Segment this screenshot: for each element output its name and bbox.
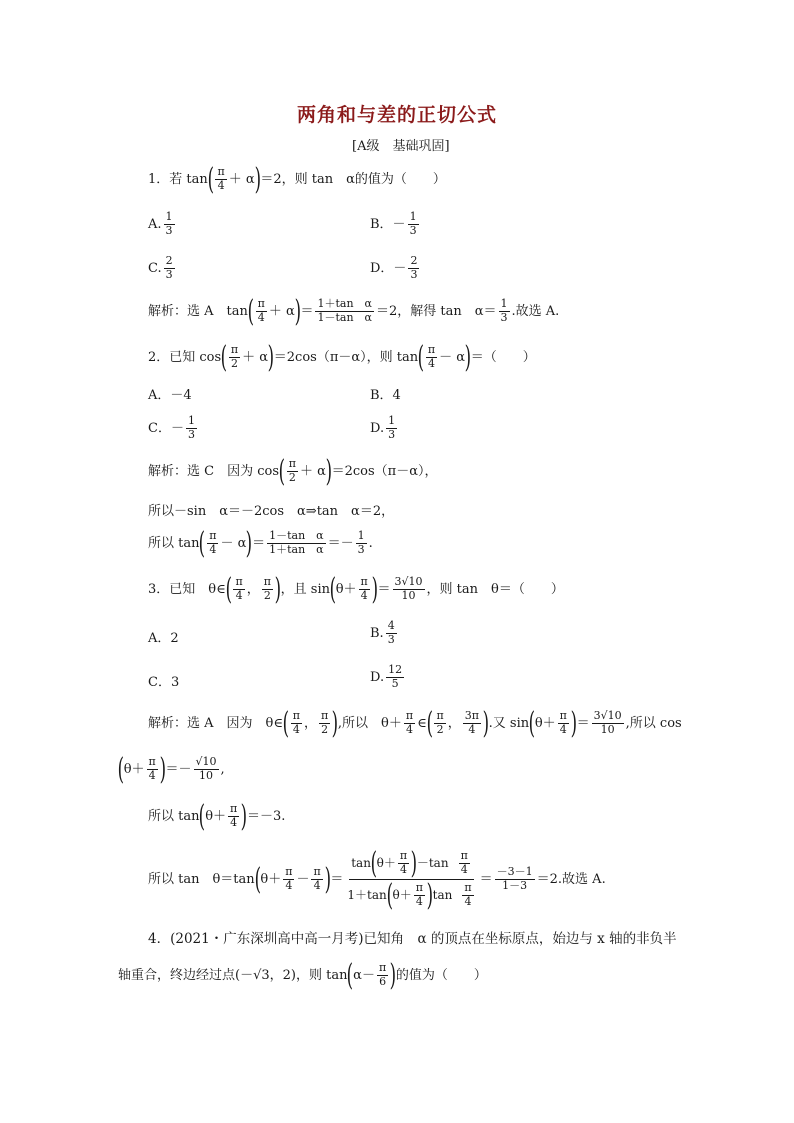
q3-solution-2: ( θ＋ $\frac{\pi}{4}$ ) ＝－ $\frac{√10}{10}$ , [117,752,225,787]
q3-option-c: C．3 [148,675,180,690]
paren-left: ( [207,162,214,197]
paren-right: ) [254,162,261,197]
q2-solution-2: 所以－sin α＝－2cos α⇒tan α＝2， [148,504,395,519]
q3-option-d: D. $\frac{12}{5}$ [370,663,403,690]
q1-pre: 1．若 tan [148,172,208,187]
q3-option-a: A．2 [148,631,179,646]
q1-option-c: C. $\frac{2}{3}$ [148,254,173,281]
q3-solution-3: 所以 tan ( θ＋ $\frac{\pi}{4}$ ) ＝－3. [148,799,286,834]
page-title: 两角和与差的正切公式 [296,104,497,126]
q3-big-fraction: tan ( θ＋ $\frac{\pi}{4}$ ) －tan $\frac{\pi}{4}$ 1＋tan ( θ＋ $\frac{\pi}{4}$ ) tan $\frac{\pi}{4}$ [345,850,477,909]
q1-option-b: B．－ $\frac{1}{3}$ [370,210,417,237]
section-subtitle: [A级 基础巩固] [352,139,450,154]
question-4-line-1: 4．(2021・广东深圳高中高一月考)已知角 α 的顶点在坐标原点，始边与 x 轴的非负半 [148,931,677,947]
q2-solution-1: 解析：选 C 因为 cos ( $\frac{\pi}{2}$ ＋ α ) ＝2cos（π－α）， [148,454,438,489]
q2-option-d: D. $\frac{1}{3}$ [370,414,396,441]
q1-option-a: A. $\frac{1}{3}$ [148,210,173,237]
q3-solution-4: 所以 tan θ＝tan ( θ＋ $\frac{\pi}{4}$ － $\frac{\pi}{4}$ ) ＝ tan ( θ＋ $\frac{\pi}{4}$ ) －tan $\frac{\pi}{4}$ 1＋tan ( θ＋ $\frac{\pi}{4}$ ) tan $\frac{\pi}{4}$ ＝ $\frac{-3-1}{1-3}$ ＝2.故选 A. [148,846,606,913]
q1-frac: $\frac{\pi}{4}$ [217,165,225,192]
question-3: 3．已知 θ∈ ( $\frac{\pi}{4}$ ， $\frac{\pi}{2}$ ) ，且 sin ( θ＋ $\frac{\pi}{4}$ ) ＝ $\frac{3√10}{10}$ ，则 tan θ＝（ ） [148,572,564,607]
q2-option-b: B．4 [370,388,401,403]
q3-option-b: B. $\frac{4}{3}$ [370,619,395,646]
q3-solution-1: 解析：选 A 因为 θ∈ ( $\frac{\pi}{4}$ ， $\frac{\pi}{2}$ ) ,所以 θ＋ $\frac{\pi}{4}$ ∈ ( $\frac{\pi}{2}$ ， $\frac{3\pi}{4}$ ) .又 sin ( θ＋ $\frac{\pi}{4}$ ) ＝ $\frac{3√10}{10}$ ,所以 cos [148,706,682,741]
question-2: 2．已知 cos ( $\frac{\pi}{2}$ ＋ α ) ＝2cos（π－α），则 tan ( $\frac{\pi}{4}$ － α ) ＝（ ） [148,340,536,375]
question-1 [148,162,446,197]
q1-solution: 解析：选 A tan ( $\frac{\pi}{4}$ ＋ α ) ＝ $\frac{\text{1＋tan α}}{\text{1－tan α}}$ ＝2，解得 tan α＝ $\frac{1}{3}$ .故选 A. [148,294,560,329]
q1-mid: ＋ α [228,172,255,187]
q2-option-a: A．－4 [148,388,192,403]
q2-solution-3: 所以 tan ( $\frac{\pi}{4}$ － α ) ＝ $\frac{\text{1－tan α}}{\text{1＋tan α}}$ ＝－ $\frac{1}{3}$ . [148,526,373,561]
q1-post: ＝2，则 tan α的值为（ ） [260,172,446,187]
q2-option-c: C．－ $\frac{1}{3}$ [148,414,195,441]
question-4-line-2: 轴重合，终边经过点(－√3，2)，则 tan ( α－ $\frac{\pi}{6}$ ) 的值为（ ） [118,958,487,993]
q1-option-d: D．－ $\frac{2}{3}$ [370,254,418,281]
